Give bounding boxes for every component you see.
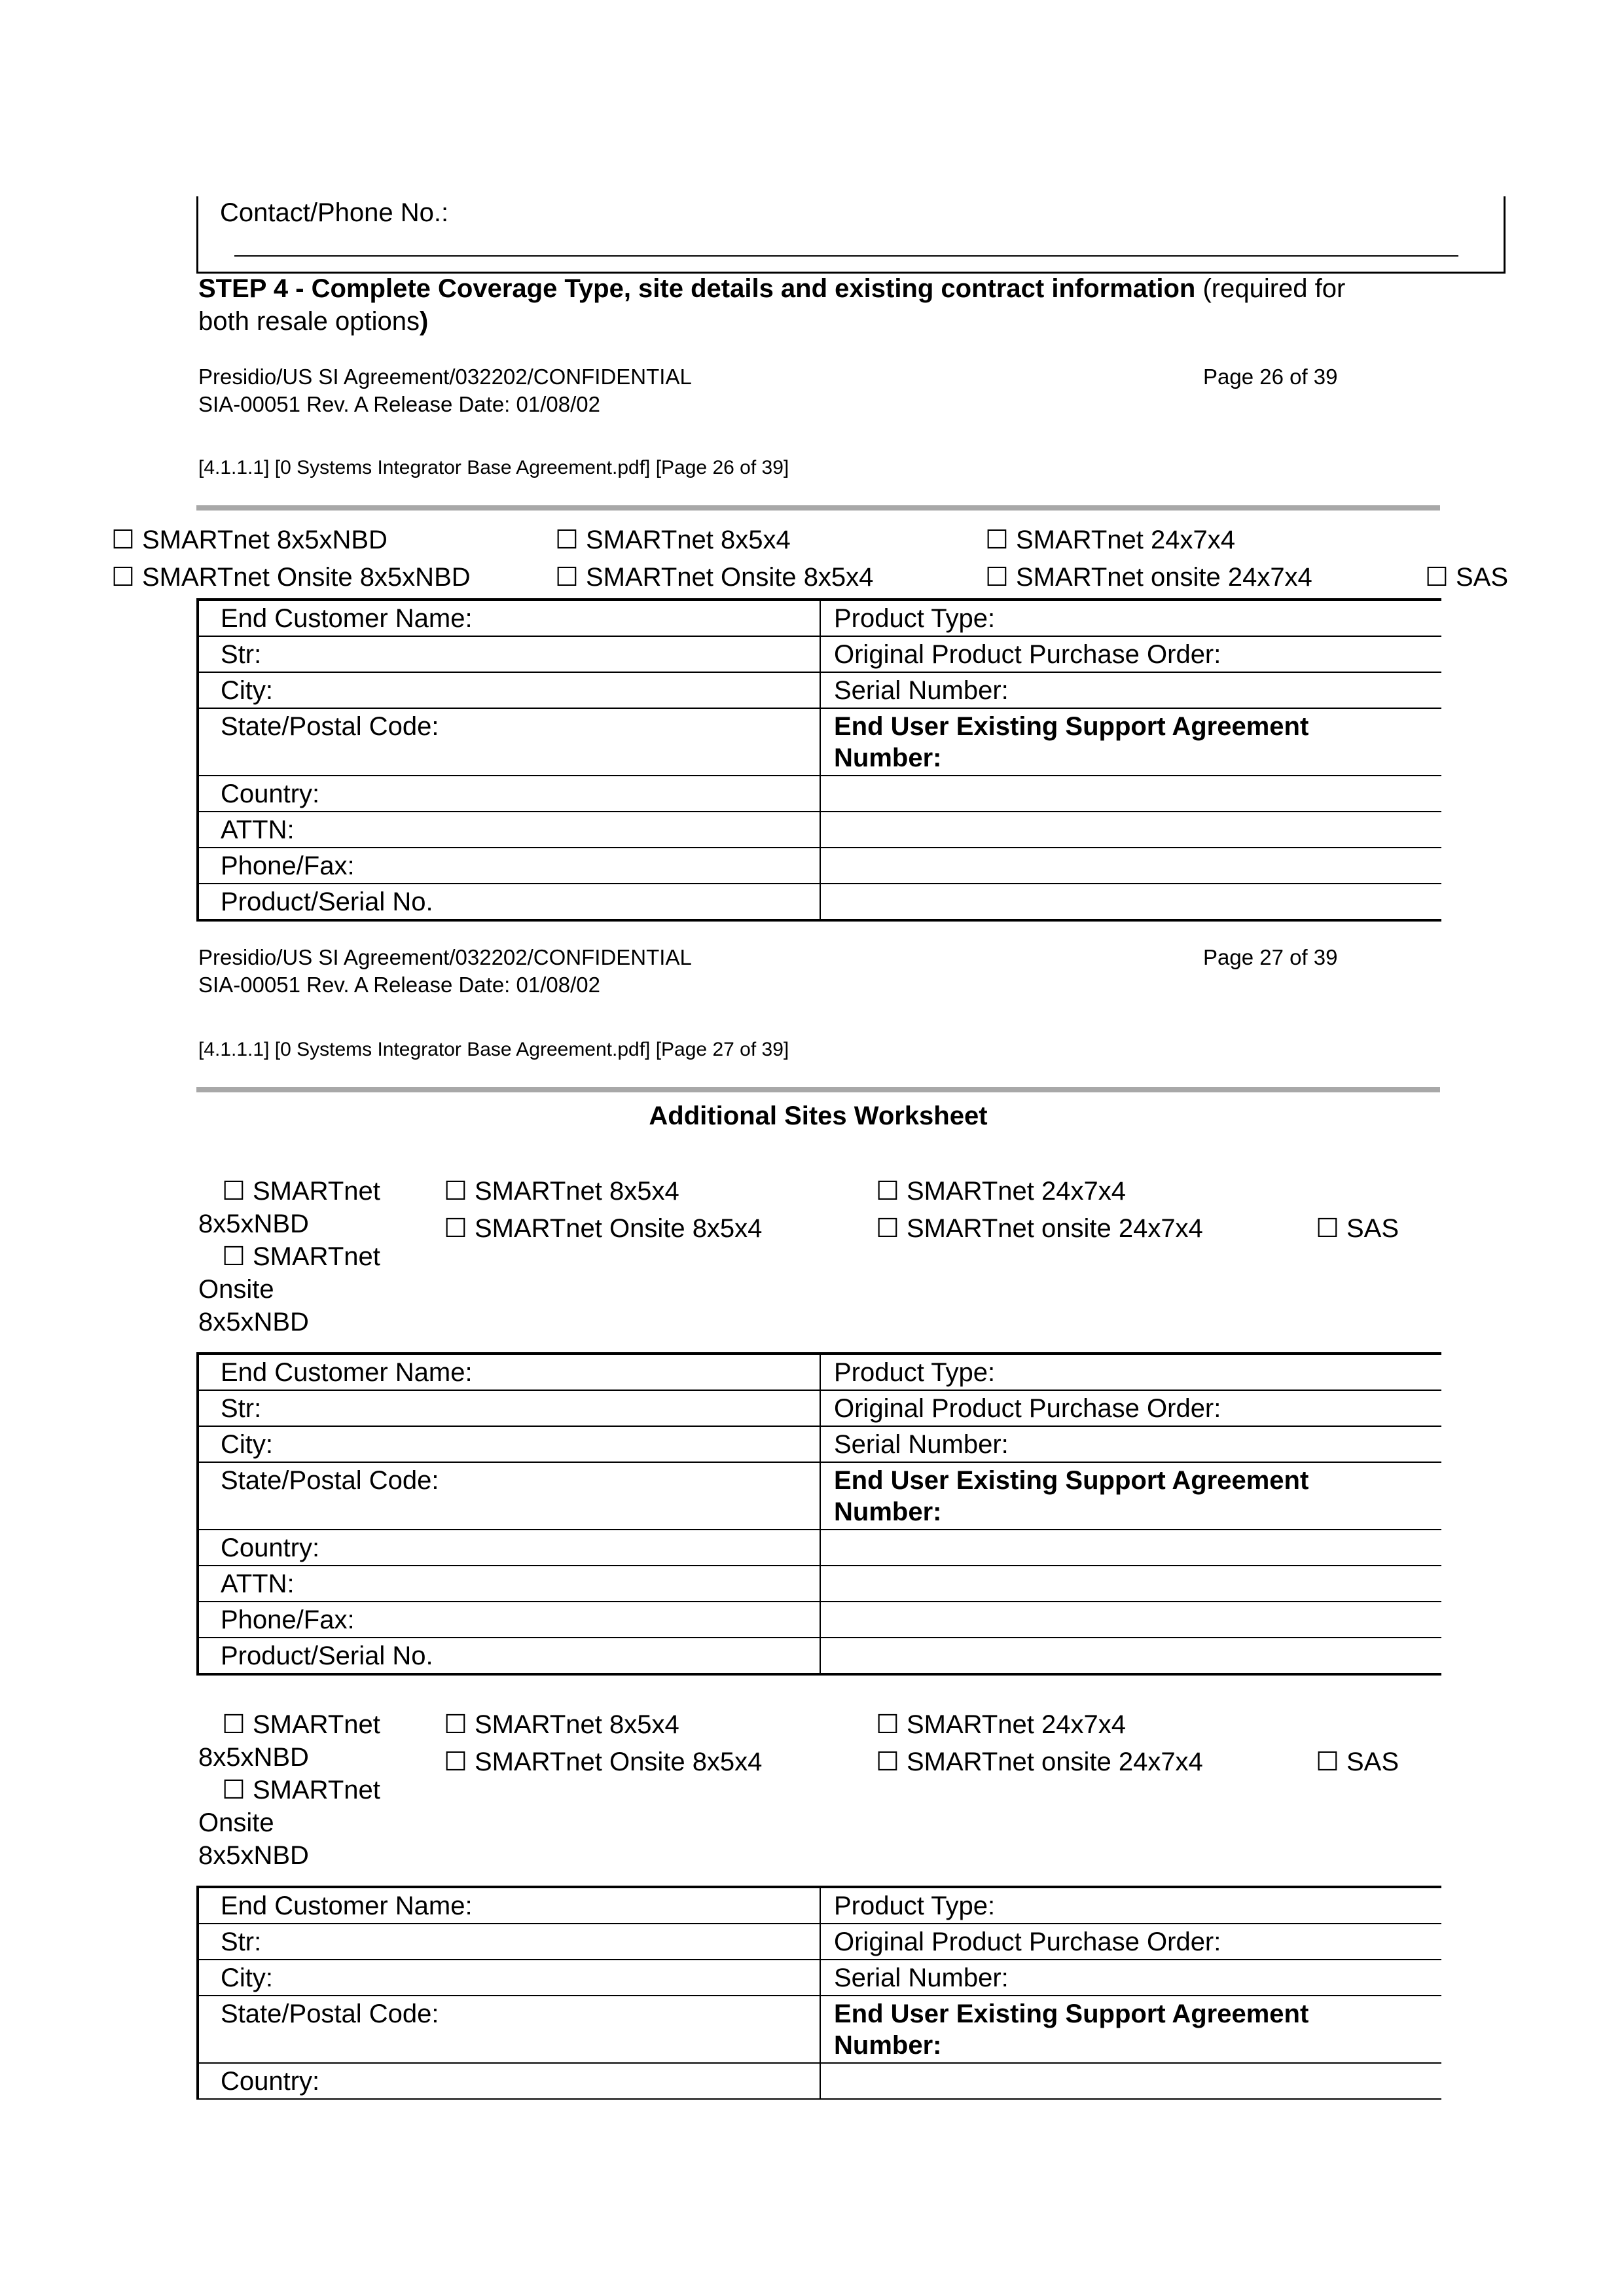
street-field[interactable]: Str: (198, 1924, 820, 1960)
city-field[interactable]: City: (198, 1426, 820, 1462)
country-field[interactable]: Country: (198, 776, 820, 812)
phone-fax-field[interactable]: Phone/Fax: (198, 1602, 820, 1638)
checkbox-smartnet-onsite-8x5x4[interactable]: ☐ SMARTnet Onsite 8x5x4 (555, 563, 874, 592)
step4-heading-bold: STEP 4 - Complete Coverage Type, site details and existing contract information (198, 274, 1196, 303)
checkbox-smartnet-24x7x4[interactable]: ☐ SMARTnet 24x7x4 (876, 1710, 1126, 1739)
worksheet-title: Additional Sites Worksheet (649, 1102, 988, 1130)
product-serial-field[interactable]: Product/Serial No. (198, 884, 820, 920)
contact-phone-label: Contact/Phone No.: (220, 198, 449, 227)
street-field[interactable]: Str: (198, 636, 820, 672)
city-field[interactable]: City: (198, 672, 820, 708)
table-row (198, 1426, 1441, 1462)
checkbox-sas[interactable]: ☐ SAS (1316, 1214, 1399, 1243)
table-row (198, 1390, 1441, 1426)
checkbox-smartnet-onsite-8x5xnbd[interactable]: ☐ SMARTnet Onsite 8x5xNBD (111, 563, 471, 592)
footer-27-line2: SIA-00051 Rev. A Release Date: 01/08/02 (198, 973, 600, 997)
table-row (198, 1566, 1441, 1602)
table-row (198, 1924, 1441, 1960)
serial-number-field[interactable]: Serial Number: (820, 1960, 1441, 1996)
original-po-field[interactable]: Original Product Purchase Order: (820, 1924, 1441, 1960)
support-agreement-field[interactable] (820, 1996, 1441, 2063)
support-agreement-field[interactable] (820, 708, 1441, 776)
support-agreement-label-line2: Number: (834, 2031, 942, 2060)
table-row (198, 708, 1441, 776)
checkbox-smartnet-onsite-8x5xnbd[interactable]: ☐ SMARTnet (222, 1776, 380, 1804)
support-agreement-label-line1: End User Existing Support Agreement (834, 712, 1309, 741)
footer-26-page-number: Page 26 of 39 (1203, 365, 1338, 389)
support-agreement-field[interactable] (820, 1462, 1441, 1530)
table-row (198, 848, 1441, 884)
product-type-field[interactable]: Product Type: (820, 600, 1441, 636)
options-group-a (198, 1175, 380, 1338)
table-row (198, 1960, 1441, 1996)
checkbox-smartnet-onsite-24x7x4[interactable]: ☐ SMARTnet onsite 24x7x4 (876, 1748, 1203, 1776)
footer-26-reference: [4.1.1.1] [0 Systems Integrator Base Agreement.pdf] [Page 26 of 39] (198, 457, 789, 478)
attn-field[interactable]: ATTN: (198, 812, 820, 848)
table-row (198, 1638, 1441, 1674)
step4-heading (198, 272, 1442, 305)
step4-heading-line2-text: both resale options (198, 307, 420, 336)
checkbox-smartnet-onsite-8x5x4[interactable]: ☐ SMARTnet Onsite 8x5x4 (444, 1748, 763, 1776)
page-separator-27 (196, 1087, 1440, 1092)
support-agreement-label-line2: Number: (834, 1498, 942, 1526)
footer-26-line1: Presidio/US SI Agreement/032202/CONFIDENTIAL (198, 365, 692, 389)
page-separator-26 (196, 505, 1440, 511)
empty-cell[interactable] (820, 1530, 1441, 1566)
step4-heading-line2 (198, 305, 428, 338)
empty-cell[interactable] (820, 776, 1441, 812)
table-row (198, 600, 1441, 636)
option-text: 8x5xNBD (198, 1210, 309, 1238)
checkbox-smartnet-onsite-24x7x4[interactable]: ☐ SMARTnet onsite 24x7x4 (985, 563, 1312, 592)
empty-cell[interactable] (820, 1638, 1441, 1674)
footer-26-line2: SIA-00051 Rev. A Release Date: 01/08/02 (198, 392, 600, 416)
empty-cell[interactable] (820, 1566, 1441, 1602)
step4-heading-close: ) (420, 307, 429, 336)
site-info-table-3 (196, 1886, 1441, 2100)
step4-heading-note: (required for (1195, 274, 1346, 303)
product-type-field[interactable]: Product Type: (820, 1354, 1441, 1390)
table-row (198, 884, 1441, 920)
table-row (198, 2063, 1441, 2099)
empty-cell[interactable] (820, 1602, 1441, 1638)
country-field[interactable]: Country: (198, 1530, 820, 1566)
checkbox-smartnet-24x7x4[interactable]: ☐ SMARTnet 24x7x4 (876, 1177, 1126, 1206)
end-customer-name-field[interactable]: End Customer Name: (198, 1887, 820, 1924)
option-text: 8x5xNBD (198, 1743, 309, 1772)
checkbox-smartnet-8x5xnbd[interactable]: ☐ SMARTnet (222, 1710, 380, 1739)
contact-phone-field[interactable] (234, 255, 1458, 257)
serial-number-field[interactable]: Serial Number: (820, 1426, 1441, 1462)
site-info-table-2 (196, 1352, 1441, 1676)
table-row (198, 812, 1441, 848)
serial-number-field[interactable]: Serial Number: (820, 672, 1441, 708)
contact-box (196, 196, 1506, 274)
checkbox-smartnet-onsite-8x5x4[interactable]: ☐ SMARTnet Onsite 8x5x4 (444, 1214, 763, 1243)
support-agreement-label-line2: Number: (834, 744, 942, 772)
option-text: Onsite (198, 1275, 274, 1304)
checkbox-smartnet-8x5x4[interactable]: ☐ SMARTnet 8x5x4 (555, 526, 791, 554)
footer-27-line1: Presidio/US SI Agreement/032202/CONFIDENTIAL (198, 945, 692, 969)
checkbox-smartnet-8x5x4[interactable]: ☐ SMARTnet 8x5x4 (444, 1177, 679, 1206)
original-po-field[interactable]: Original Product Purchase Order: (820, 1390, 1441, 1426)
checkbox-sas[interactable]: ☐ SAS (1425, 563, 1509, 592)
product-type-field[interactable]: Product Type: (820, 1887, 1441, 1924)
state-postal-field[interactable]: State/Postal Code: (198, 708, 820, 776)
footer-26-left (198, 363, 692, 418)
country-field[interactable]: Country: (198, 2063, 820, 2099)
support-agreement-label-line1: End User Existing Support Agreement (834, 2000, 1309, 2028)
city-field[interactable]: City: (198, 1960, 820, 1996)
end-customer-name-field[interactable]: End Customer Name: (198, 1354, 820, 1390)
phone-fax-field[interactable]: Phone/Fax: (198, 848, 820, 884)
table-row (198, 1462, 1441, 1530)
empty-cell[interactable] (820, 2063, 1441, 2099)
empty-cell[interactable] (820, 884, 1441, 920)
footer-27-page-number: Page 27 of 39 (1203, 945, 1338, 969)
footer-27-reference: [4.1.1.1] [0 Systems Integrator Base Agreement.pdf] [Page 27 of 39] (198, 1039, 789, 1060)
original-po-field[interactable]: Original Product Purchase Order: (820, 636, 1441, 672)
table-row (198, 672, 1441, 708)
option-text: 8x5xNBD (198, 1308, 309, 1336)
empty-cell[interactable] (820, 812, 1441, 848)
empty-cell[interactable] (820, 848, 1441, 884)
option-text: 8x5xNBD (198, 1841, 309, 1870)
checkbox-smartnet-onsite-24x7x4[interactable]: ☐ SMARTnet onsite 24x7x4 (876, 1214, 1203, 1243)
support-agreement-label-line1: End User Existing Support Agreement (834, 1466, 1309, 1495)
checkbox-smartnet-onsite-8x5xnbd[interactable]: ☐ SMARTnet (222, 1242, 380, 1271)
end-customer-name-field[interactable]: End Customer Name: (198, 600, 820, 636)
table-row (198, 636, 1441, 672)
checkbox-smartnet-24x7x4[interactable]: ☐ SMARTnet 24x7x4 (985, 526, 1235, 554)
table-row (198, 1602, 1441, 1638)
checkbox-smartnet-8x5xnbd[interactable]: ☐ SMARTnet 8x5xNBD (111, 526, 388, 554)
state-postal-field[interactable]: State/Postal Code: (198, 1462, 820, 1530)
table-row (198, 1996, 1441, 2063)
checkbox-smartnet-8x5xnbd[interactable]: ☐ SMARTnet (222, 1177, 380, 1206)
table-row (198, 1887, 1441, 1924)
attn-field[interactable]: ATTN: (198, 1566, 820, 1602)
table-row (198, 1354, 1441, 1390)
option-text: Onsite (198, 1808, 274, 1837)
street-field[interactable]: Str: (198, 1390, 820, 1426)
product-serial-field[interactable]: Product/Serial No. (198, 1638, 820, 1674)
footer-27-left (198, 944, 692, 999)
options-group-b (198, 1708, 380, 1872)
table-row (198, 1530, 1441, 1566)
site-info-table-1 (196, 598, 1441, 922)
checkbox-smartnet-8x5x4[interactable]: ☐ SMARTnet 8x5x4 (444, 1710, 679, 1739)
table-row (198, 776, 1441, 812)
state-postal-field[interactable]: State/Postal Code: (198, 1996, 820, 2063)
checkbox-sas[interactable]: ☐ SAS (1316, 1748, 1399, 1776)
